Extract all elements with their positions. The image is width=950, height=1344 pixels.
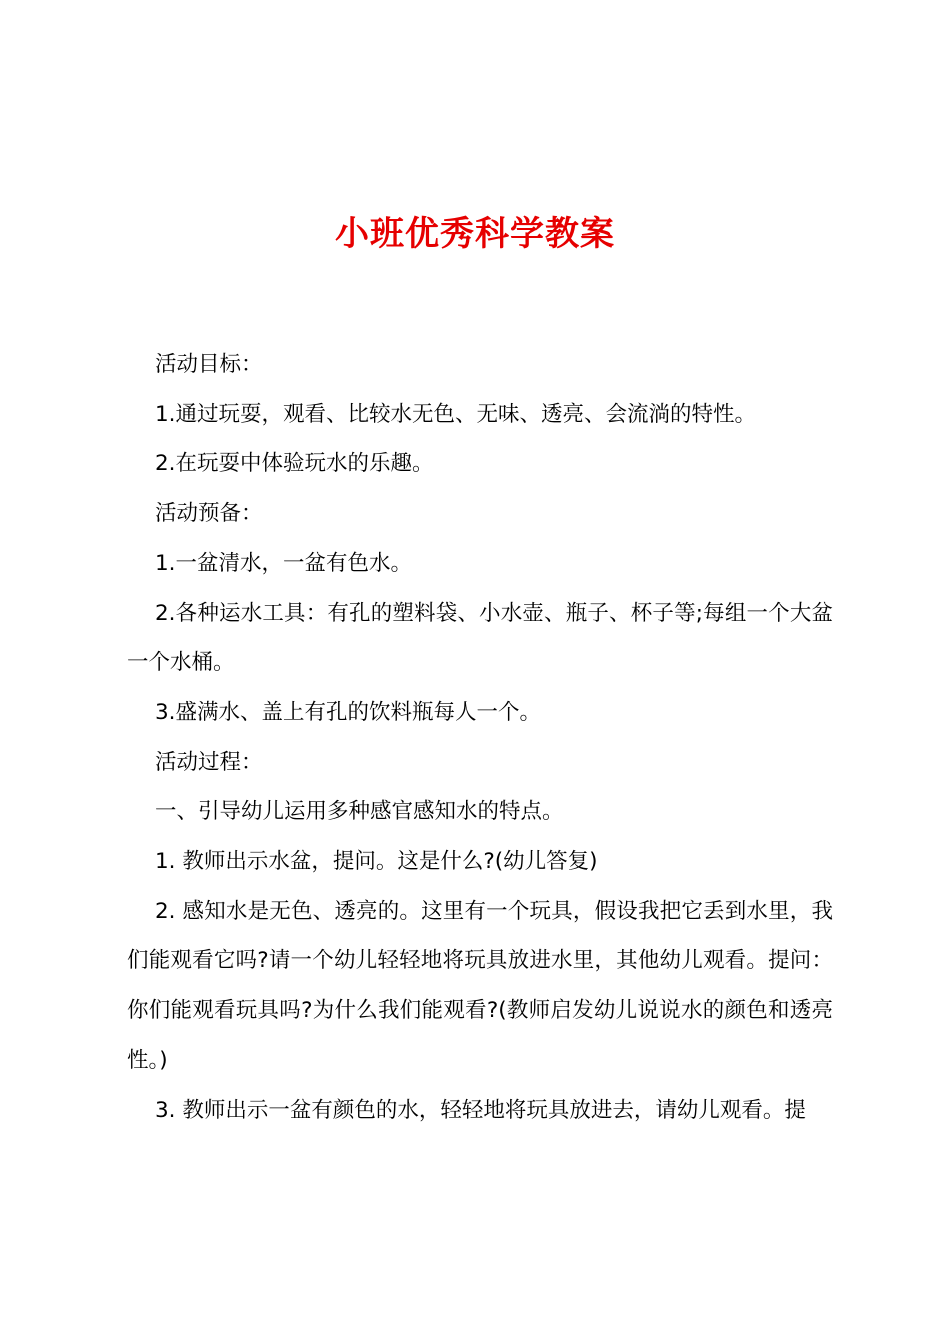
paragraph-activity-goals-heading: 活动目标： [155, 352, 263, 377]
paragraph-preparation-heading: 活动预备： [155, 501, 263, 527]
paragraph-process-step-2: 2. 感知水是无色、透亮的。这里有一个玩具，假设我把它丢到水里，我们能观看它吗?请一个幼儿轻轻地将玩具放进水里，其他幼儿观看。提问：你们能观看玩具吗?为什么我们能观看?(教师启发幼儿说说水的颜色和透亮性。) [127, 898, 833, 1073]
paragraph-process-step-3: 3. 教师出示一盆有颜色的水，轻轻地将玩具放进去，请幼儿观看。提 [155, 1097, 806, 1123]
paragraph-preparation-2: 2.各种运水工具：有孔的塑料袋、小水壶、瓶子、杯子等;每组一个大盆一个水桶。 [127, 600, 833, 676]
paragraph-goal-1: 1.通过玩耍，观看、比较水无色、无味、透亮、会流淌的特性。 [155, 401, 757, 427]
paragraph-preparation-3: 3.盛满水、盖上有孔的饮料瓶每人一个。 [155, 699, 542, 725]
document-title: 小班优秀科学教案 [335, 214, 615, 254]
document-body [127, 340, 833, 1135]
paragraph-process-heading: 活动过程： [155, 749, 263, 775]
paragraph-process-step-1: 1. 教师出示水盆，提问。这是什么?(幼儿答复) [155, 849, 598, 875]
paragraph-process-section-1: 一、引导幼儿运用多种感官感知水的特点。 [155, 799, 564, 825]
paragraph-goal-2: 2.在玩耍中体验玩水的乐趣。 [155, 451, 434, 477]
paragraph-preparation-1: 1.一盆清水，一盆有色水。 [155, 550, 413, 576]
